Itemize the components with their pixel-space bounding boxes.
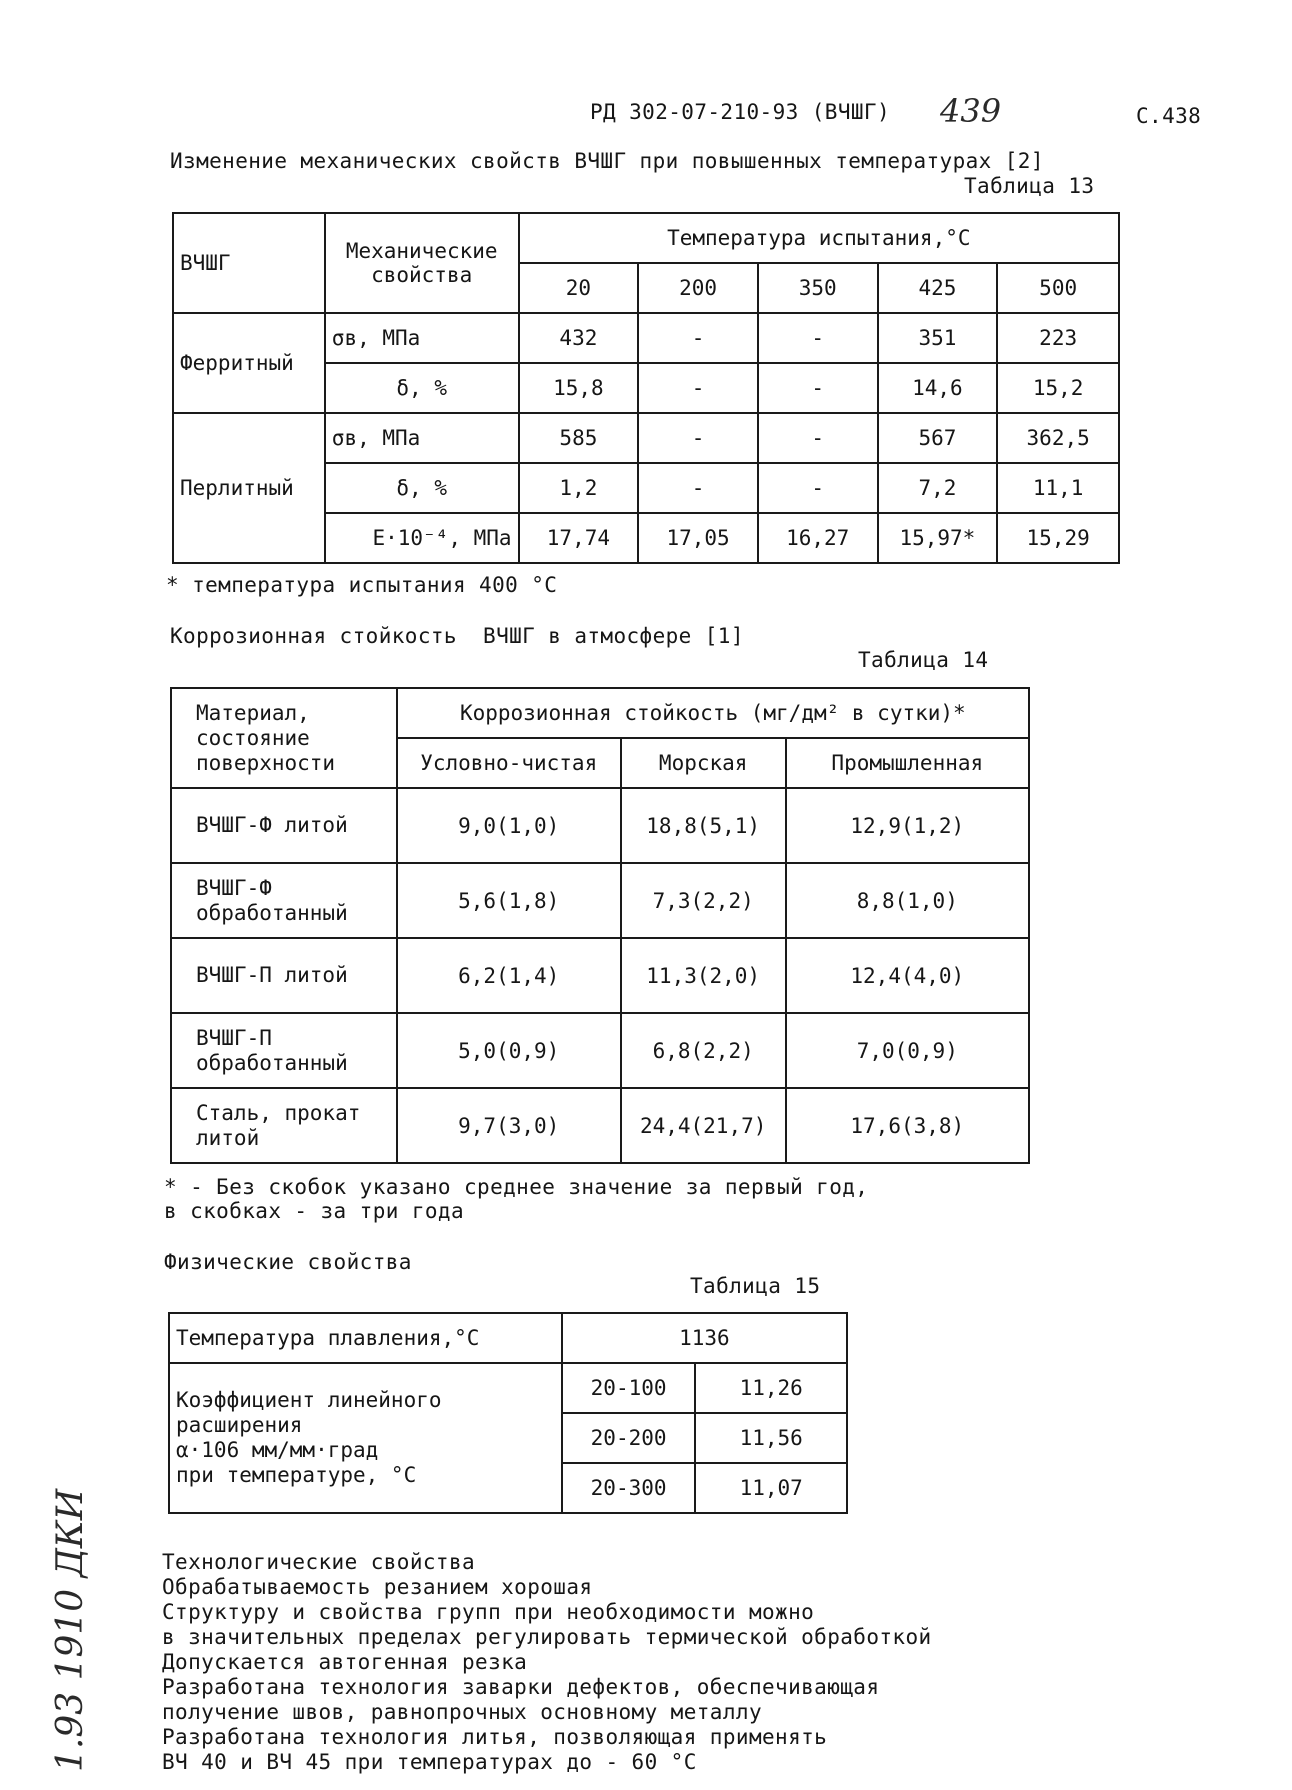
- header-atmosphere: Условно-чистая: [397, 738, 621, 788]
- tech-line: Обрабатываемость резанием хорошая: [162, 1575, 593, 1599]
- tech-line: в значительных пределах регулировать термической обработкой: [162, 1625, 932, 1649]
- tech-line: Разработана технология литья, позволяющая применять: [162, 1725, 828, 1749]
- value-cell: -: [758, 463, 878, 513]
- value-cell: -: [638, 363, 758, 413]
- table15-label: Таблица 15: [690, 1274, 821, 1298]
- table-row: [171, 938, 1029, 1013]
- tech-line: ВЧ 40 и ВЧ 45 при температурах до - 60 °С: [162, 1750, 697, 1774]
- value-cell: 5,0(0,9): [397, 1013, 621, 1088]
- table13-title: Изменение механических свойств ВЧШГ при повышенных температурах [2]: [170, 149, 1044, 173]
- header-temp: 500: [997, 263, 1119, 313]
- value-cell: 11,26: [695, 1363, 847, 1413]
- value-cell: 11,07: [695, 1463, 847, 1513]
- grade-cell: Перлитный: [173, 413, 325, 563]
- value-cell: 223: [997, 313, 1119, 363]
- material-cell: ВЧШГ-П обработанный: [171, 1013, 397, 1088]
- value-cell: 16,27: [758, 513, 878, 563]
- header-grade: ВЧШГ: [173, 213, 325, 313]
- range-cell: 20-200: [562, 1413, 696, 1463]
- value-cell: -: [758, 313, 878, 363]
- value-cell: 432: [519, 313, 639, 363]
- property-cell: δ, %: [325, 363, 519, 413]
- range-cell: 20-100: [562, 1363, 696, 1413]
- table14-title: Коррозионная стойкость ВЧШГ в атмосфере [1]: [170, 624, 744, 648]
- table15-title: Физические свойства: [164, 1250, 412, 1274]
- header-temp: 20: [519, 263, 639, 313]
- value-cell: 17,05: [638, 513, 758, 563]
- header-material: Материал, состояние поверхности: [171, 688, 397, 788]
- value-cell: 15,8: [519, 363, 639, 413]
- value-cell: 351: [878, 313, 998, 363]
- table-row: [173, 313, 1119, 363]
- value-cell: 11,1: [997, 463, 1119, 513]
- document-code: РД 302-07-210-93 (ВЧШГ): [590, 100, 890, 124]
- melting-value: 1136: [562, 1313, 847, 1363]
- material-cell: Сталь, прокат литой: [171, 1088, 397, 1163]
- value-cell: 11,56: [695, 1413, 847, 1463]
- value-cell: 5,6(1,8): [397, 863, 621, 938]
- table-row: [169, 1363, 847, 1413]
- tech-line: Структуру и свойства групп при необходимости можно: [162, 1600, 815, 1624]
- property-cell: δ, %: [325, 463, 519, 513]
- value-cell: -: [758, 413, 878, 463]
- header-temp: 350: [758, 263, 878, 313]
- table13-footnote: * температура испытания 400 °С: [166, 573, 558, 597]
- page-number: С.438: [1136, 104, 1202, 128]
- header-atmosphere: Морская: [621, 738, 786, 788]
- value-cell: 15,29: [997, 513, 1119, 563]
- tech-line: Разработана технология заварки дефектов, обеспечивающая: [162, 1675, 880, 1699]
- value-cell: -: [638, 463, 758, 513]
- table-row: [173, 413, 1119, 463]
- table-14: [170, 687, 1030, 1164]
- table-row: [171, 1013, 1029, 1088]
- tech-heading: Технологические свойства: [162, 1550, 476, 1574]
- value-cell: 12,9(1,2): [786, 788, 1029, 863]
- value-cell: 6,2(1,4): [397, 938, 621, 1013]
- table14-label: Таблица 14: [858, 648, 989, 672]
- table14-footnote-line2: в скобках - за три года: [164, 1199, 464, 1223]
- value-cell: 17,6(3,8): [786, 1088, 1029, 1163]
- header-atmosphere: Промышленная: [786, 738, 1029, 788]
- material-cell: ВЧШГ-Ф обработанный: [171, 863, 397, 938]
- header-temp-group: Температура испытания,°С: [519, 213, 1119, 263]
- value-cell: 6,8(2,2): [621, 1013, 786, 1088]
- property-cell: σв, МПа: [325, 413, 519, 463]
- material-cell: ВЧШГ-П литой: [171, 938, 397, 1013]
- value-cell: 7,2: [878, 463, 998, 513]
- table-row: [171, 863, 1029, 938]
- value-cell: 17,74: [519, 513, 639, 563]
- value-cell: 585: [519, 413, 639, 463]
- value-cell: 9,0(1,0): [397, 788, 621, 863]
- value-cell: 7,0(0,9): [786, 1013, 1029, 1088]
- table-row: [171, 788, 1029, 863]
- value-cell: 9,7(3,0): [397, 1088, 621, 1163]
- tech-line: получение швов, равнопрочных основному металлу: [162, 1700, 762, 1724]
- value-cell: -: [638, 313, 758, 363]
- grade-cell: Ферритный: [173, 313, 325, 413]
- table-15: [168, 1312, 848, 1514]
- header-property: Механические свойства: [325, 213, 519, 313]
- tech-line: Допускается автогенная резка: [162, 1650, 528, 1674]
- value-cell: 14,6: [878, 363, 998, 413]
- handwritten-page-number: 439: [940, 92, 1002, 130]
- melting-label: Температура плавления,°С: [169, 1313, 562, 1363]
- value-cell: 15,2: [997, 363, 1119, 413]
- value-cell: 18,8(5,1): [621, 788, 786, 863]
- table13-label: Таблица 13: [964, 174, 1095, 198]
- value-cell: 1,2: [519, 463, 639, 513]
- header-temp: 425: [878, 263, 998, 313]
- value-cell: -: [638, 413, 758, 463]
- property-cell: σв, МПа: [325, 313, 519, 363]
- handwritten-margin-note: 1.93 1910 ДКИ: [50, 1488, 91, 1772]
- material-cell: ВЧШГ-Ф литой: [171, 788, 397, 863]
- value-cell: 11,3(2,0): [621, 938, 786, 1013]
- value-cell: 12,4(4,0): [786, 938, 1029, 1013]
- table14-footnote-line1: * - Без скобок указано среднее значение за первый год,: [164, 1175, 869, 1199]
- property-cell: E·10⁻⁴, МПа: [325, 513, 519, 563]
- value-cell: 15,97*: [878, 513, 998, 563]
- range-cell: 20-300: [562, 1463, 696, 1513]
- table-13: [172, 212, 1120, 564]
- value-cell: 362,5: [997, 413, 1119, 463]
- table-row: [171, 1088, 1029, 1163]
- value-cell: 7,3(2,2): [621, 863, 786, 938]
- value-cell: 8,8(1,0): [786, 863, 1029, 938]
- header-temp: 200: [638, 263, 758, 313]
- header-corrosion-group: Коррозионная стойкость (мг/дм² в сутки)*: [397, 688, 1029, 738]
- value-cell: 567: [878, 413, 998, 463]
- value-cell: -: [758, 363, 878, 413]
- expansion-label: Коэффициент линейного расширения α·106 мм/мм·град при температуре, °С: [169, 1363, 562, 1513]
- value-cell: 24,4(21,7): [621, 1088, 786, 1163]
